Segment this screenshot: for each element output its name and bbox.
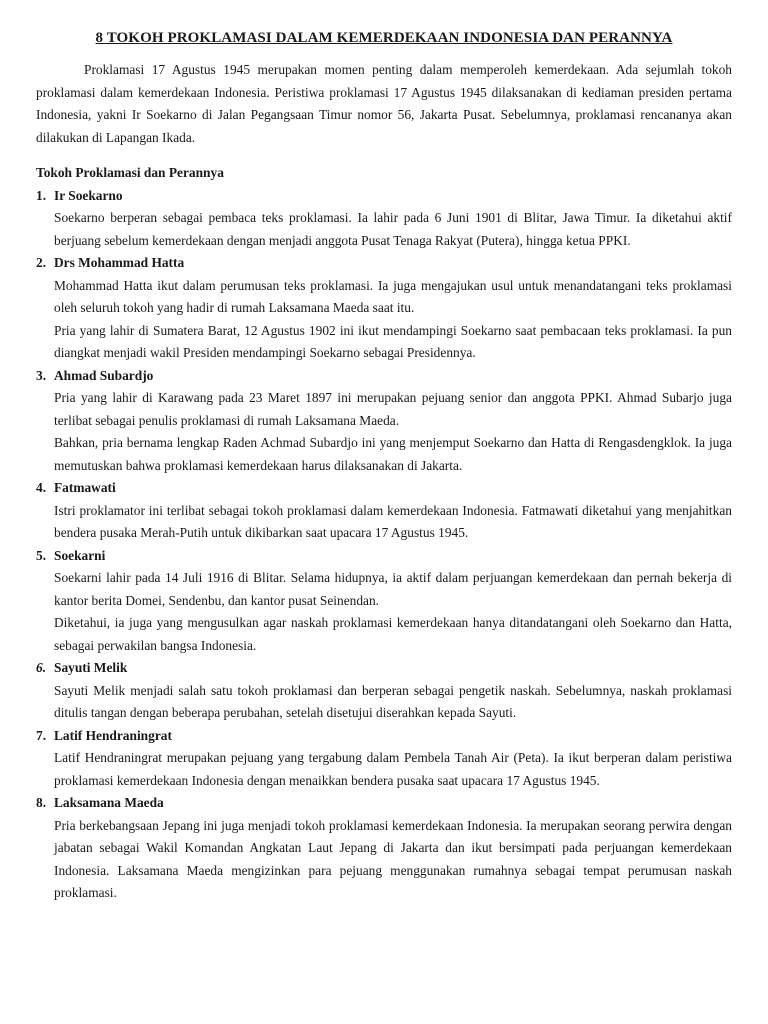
figure-name: Latif Hendraningrat (54, 727, 172, 743)
figure-heading (36, 545, 732, 568)
figure-name: Ir Soekarno (54, 187, 123, 203)
figure-heading (36, 185, 732, 208)
figure-name: Laksamana Maeda (54, 795, 164, 810)
section-heading: Tokoh Proklamasi dan Perannya (36, 165, 224, 180)
figure-description: Latif Hendraningrat merupakan pejuang yang tergabung dalam Pembela Tanah Air (Peta). Ia ikut berperan dalam peristiwa proklamasi kemerdekaan Indonesia dengan menaikkan bendera pusaka saat upacara 17 Agustus 1945. (54, 750, 732, 788)
figure-name: Fatmawati (54, 480, 116, 495)
figure-heading (36, 365, 732, 388)
list-item (36, 792, 732, 905)
figure-name: Sayuti Melik (54, 660, 128, 675)
figure-heading (36, 792, 732, 815)
figure-name: Drs Mohammad Hatta (54, 255, 185, 270)
figure-number: 6. (36, 660, 47, 675)
figure-number: 3. (36, 367, 47, 383)
list-item (36, 545, 732, 658)
figure-number: 5. (36, 547, 47, 563)
figure-name: Soekarni (54, 547, 106, 563)
figure-description: Pria berkebangsaan Jepang ini juga menjadi tokoh proklamasi kemerdekaan Indonesia. Ia merupakan seorang perwira dengan jabatan sebagai Wakil Komandan Angkatan Laut Jepang di Jakarta dan ikut bersimpati pada perjuangan kemerdekaan Indonesia. Laksamana Maeda mengizinkan para pejuang menggunakan rumahnya sebagai tempat perumusan naskah proklamasi. (54, 817, 732, 900)
figure-heading (36, 725, 732, 748)
list-item (36, 365, 732, 478)
figure-description: Mohammad Hatta ikut dalam perumusan teks proklamasi. Ia juga mengajukan usul untuk menandatangani teks proklamasi oleh seluruh tokoh yang hadir di rumah Laksamana Maeda saat itu. (54, 277, 732, 315)
list-item (36, 477, 732, 545)
list-item (36, 185, 732, 253)
figure-description: Pria yang lahir di Sumatera Barat, 12 Agustus 1902 ini ikut mendampingi Soekarno saat pembacaan teks proklamasi. Ia pun diangkat menjadi wakil Presiden mendampingi Soekarno sebagai Presidennya. (54, 322, 732, 360)
figure-list (36, 185, 732, 905)
figure-heading (36, 252, 732, 275)
figure-description: Diketahui, ia juga yang mengusulkan agar naskah proklamasi kemerdekaan hanya ditandatangani oleh Soekarno dan Hatta, sebagai perwakilan bangsa Indonesia. (54, 615, 732, 653)
list-item (36, 725, 732, 793)
document-title: 8 TOKOH PROKLAMASI DALAM KEMERDEKAAN INDONESIA DAN PERANNYA (95, 30, 673, 46)
figure-name: Ahmad Subardjo (54, 367, 154, 383)
figure-number: 8. (36, 795, 47, 810)
intro-paragraph: Proklamasi 17 Agustus 1945 merupakan momen penting dalam memperoleh kemerdekaan. Ada sejumlah tokoh proklamasi dalam kemerdekaan Indonesia. Peristiwa proklamasi 17 Agustus 1945 dilaksanakan di kediaman presiden pertama Indonesia, yakni Ir Soekarno di Jalan Pegangsaan Timur nomor 56, Jakarta Pusat. Sebelumnya, proklamasi rencananya akan dilakukan di Lapangan Ikada. (36, 62, 732, 145)
figure-description: Istri proklamator ini terlibat sebagai tokoh proklamasi dalam kemerdekaan Indonesia. Fatmawati diketahui yang menjahitkan bendera pusaka Merah-Putih untuk dikibarkan saat upacara 17 Agustus 1945. (54, 502, 732, 540)
figure-heading (36, 657, 732, 680)
figure-number: 4. (36, 480, 47, 495)
figure-description: Bahkan, pria bernama lengkap Raden Achmad Subardjo ini yang menjemput Soekarno dan Hatta di Rengasdengklok. Ia juga memutuskan bahwa proklamasi kemerdekaan harus dilaksanakan di Jakarta. (54, 435, 732, 473)
figure-description: Pria yang lahir di Karawang pada 23 Maret 1897 ini merupakan pejuang senior dan anggota PPKI. Ahmad Subarjo juga terlibat sebagai penulis proklamasi di rumah Laksamana Maeda. (54, 390, 732, 428)
list-item (36, 252, 732, 365)
figure-number: 2. (36, 255, 47, 270)
list-item (36, 657, 732, 725)
figure-heading (36, 477, 732, 500)
figure-description: Sayuti Melik menjadi salah satu tokoh proklamasi dan berperan sebagai pengetik naskah. Sebelumnya, naskah proklamasi ditulis tangan dengan beberapa perubahan, setelah disetujui diserahkan kepada Sayuti. (54, 682, 732, 720)
figure-description: Soekarni lahir pada 14 Juli 1916 di Blitar. Selama hidupnya, ia aktif dalam perjuangan kemerdekaan dan pernah bekerja di kantor berita Domei, Sendenbu, dan kantor pusat Seinendan. (54, 570, 732, 608)
figure-number: 1. (36, 187, 47, 203)
figure-description: Soekarno berperan sebagai pembaca teks proklamasi. Ia lahir pada 6 Juni 1901 di Blitar, Jawa Timur. Ia diketahui aktif berjuang sebelum kemerdekaan dengan menjadi anggota Pusat Tenaga Rakyat (Putera), hingga ketua PPKI. (54, 210, 732, 248)
figure-number: 7. (36, 727, 47, 743)
